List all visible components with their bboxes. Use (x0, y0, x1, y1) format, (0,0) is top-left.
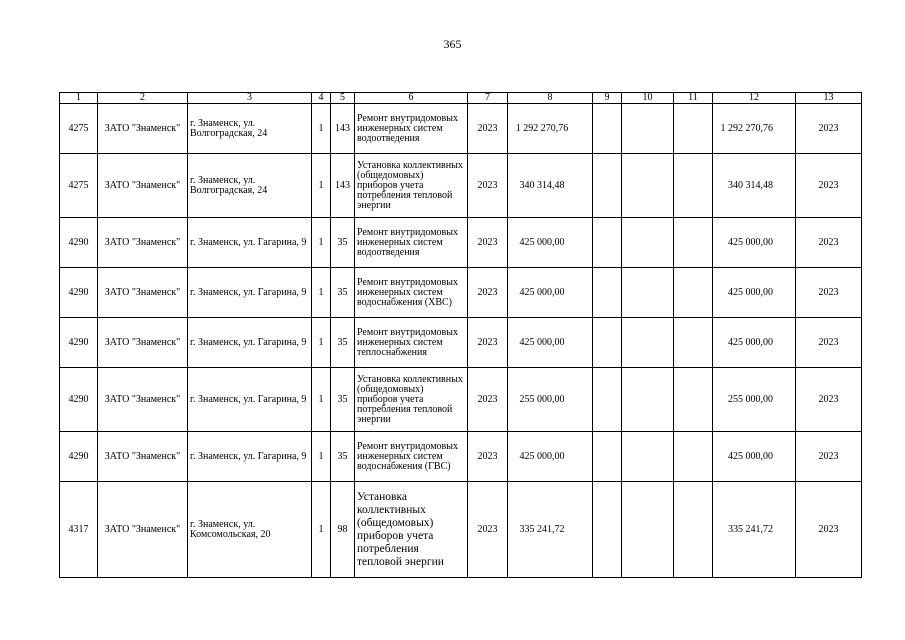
table-cell-col-13: 2023 (796, 218, 862, 268)
table-cell-col-1: 4290 (60, 218, 98, 268)
table-cell-col-4: 1 (312, 268, 331, 318)
table-cell-col-1: 4317 (60, 482, 98, 578)
table-cell-col-4: 1 (312, 104, 331, 154)
table-cell-col-5: 98 (331, 482, 355, 578)
table-cell-col-5: 143 (331, 154, 355, 218)
table-cell-col-12: 425 000,00 (713, 432, 796, 482)
table-cell-col-4: 1 (312, 318, 331, 368)
table-cell-col-10 (622, 482, 674, 578)
table-cell-col-9 (593, 104, 622, 154)
table-cell-col-11 (674, 482, 713, 578)
table-cell-col-5: 35 (331, 218, 355, 268)
table-cell-col-9 (593, 482, 622, 578)
table-cell-col-1: 4290 (60, 368, 98, 432)
table-cell-col-7: 2023 (468, 368, 508, 432)
table-cell-col-6: Установка коллективных (общедомовых) приборов учета потребления тепловой энергии (355, 154, 468, 218)
table-cell-col-5: 35 (331, 268, 355, 318)
table-cell-col-10 (622, 104, 674, 154)
table-cell-col-6: Ремонт внутридомовых инженерных систем водоснабжения (ГВС) (355, 432, 468, 482)
table-cell-col-9 (593, 268, 622, 318)
col-header: 7 (468, 93, 508, 104)
table-cell-col-13: 2023 (796, 104, 862, 154)
table-cell-col-12: 425 000,00 (713, 318, 796, 368)
table-cell-col-3: г. Знаменск, ул. Комсомольская, 20 (188, 482, 312, 578)
table-cell-col-13: 2023 (796, 154, 862, 218)
table-cell-col-13: 2023 (796, 482, 862, 578)
table-cell-col-4: 1 (312, 218, 331, 268)
table-cell-col-10 (622, 154, 674, 218)
table-cell-col-10 (622, 432, 674, 482)
table-cell-col-6: Установка коллективных (общедомовых) приборов учета потребления тепловой энергии (355, 482, 468, 578)
table-cell-col-2: ЗАТО "Знаменск" (98, 268, 188, 318)
table-cell-col-2: ЗАТО "Знаменск" (98, 154, 188, 218)
table-cell-col-8: 425 000,00 (508, 218, 593, 268)
table-cell-col-7: 2023 (468, 154, 508, 218)
table-cell-col-11 (674, 104, 713, 154)
table-cell-col-12: 340 314,48 (713, 154, 796, 218)
col-header: 3 (188, 93, 312, 104)
table-row (60, 482, 862, 578)
table-cell-col-1: 4290 (60, 318, 98, 368)
col-header: 1 (60, 93, 98, 104)
table-cell-col-8: 255 000,00 (508, 368, 593, 432)
table-cell-col-6: Ремонт внутридомовых инженерных систем водоотведения (355, 218, 468, 268)
table-cell-col-8: 1 292 270,76 (508, 104, 593, 154)
table-cell-col-5: 35 (331, 368, 355, 432)
header-row (60, 93, 862, 104)
table-cell-col-6: Установка коллективных (общедомовых) приборов учета потребления тепловой энергии (355, 368, 468, 432)
table-row (60, 318, 862, 368)
table-cell-col-11 (674, 432, 713, 482)
table-cell-col-11 (674, 154, 713, 218)
table-cell-col-2: ЗАТО "Знаменск" (98, 104, 188, 154)
table-row (60, 154, 862, 218)
table-cell-col-9 (593, 218, 622, 268)
table-cell-col-13: 2023 (796, 368, 862, 432)
table-cell-col-7: 2023 (468, 268, 508, 318)
table-cell-col-2: ЗАТО "Знаменск" (98, 318, 188, 368)
table-cell-col-7: 2023 (468, 104, 508, 154)
table-row (60, 432, 862, 482)
table-cell-col-4: 1 (312, 154, 331, 218)
table-cell-col-5: 143 (331, 104, 355, 154)
table-cell-col-3: г. Знаменск, ул. Гагарина, 9 (188, 432, 312, 482)
table-cell-col-11 (674, 368, 713, 432)
table-cell-col-3: г. Знаменск, ул. Гагарина, 9 (188, 318, 312, 368)
table-cell-col-10 (622, 268, 674, 318)
table-cell-col-10 (622, 318, 674, 368)
col-header: 10 (622, 93, 674, 104)
col-header: 4 (312, 93, 331, 104)
col-header: 6 (355, 93, 468, 104)
table-body (60, 104, 862, 578)
col-header: 13 (796, 93, 862, 104)
table-cell-col-11 (674, 268, 713, 318)
table-cell-col-1: 4290 (60, 268, 98, 318)
table-row (60, 218, 862, 268)
table-cell-col-6: Ремонт внутридомовых инженерных систем водоснабжения (ХВС) (355, 268, 468, 318)
table-cell-col-8: 340 314,48 (508, 154, 593, 218)
table-cell-col-12: 425 000,00 (713, 268, 796, 318)
table-cell-col-7: 2023 (468, 218, 508, 268)
table-cell-col-10 (622, 218, 674, 268)
col-header: 5 (331, 93, 355, 104)
table-row (60, 368, 862, 432)
table-cell-col-3: г. Знаменск, ул. Гагарина, 9 (188, 268, 312, 318)
col-header: 12 (713, 93, 796, 104)
table-cell-col-12: 425 000,00 (713, 218, 796, 268)
table-cell-col-6: Ремонт внутридомовых инженерных систем теплоснабжения (355, 318, 468, 368)
table-cell-col-9 (593, 432, 622, 482)
table-cell-col-8: 425 000,00 (508, 318, 593, 368)
table-cell-col-11 (674, 318, 713, 368)
table-cell-col-3: г. Знаменск, ул. Волгоградская, 24 (188, 154, 312, 218)
table-cell-col-1: 4275 (60, 104, 98, 154)
table-cell-col-2: ЗАТО "Знаменск" (98, 432, 188, 482)
table-cell-col-7: 2023 (468, 432, 508, 482)
table-cell-col-13: 2023 (796, 432, 862, 482)
table-cell-col-2: ЗАТО "Знаменск" (98, 218, 188, 268)
table-cell-col-12: 335 241,72 (713, 482, 796, 578)
table-row (60, 268, 862, 318)
table-cell-col-1: 4290 (60, 432, 98, 482)
table-cell-col-1: 4275 (60, 154, 98, 218)
table-cell-col-8: 335 241,72 (508, 482, 593, 578)
table-cell-col-12: 1 292 270,76 (713, 104, 796, 154)
col-header: 11 (674, 93, 713, 104)
table-row (60, 104, 862, 154)
table-cell-col-8: 425 000,00 (508, 432, 593, 482)
table-cell-col-5: 35 (331, 432, 355, 482)
table-cell-col-9 (593, 154, 622, 218)
table-cell-col-4: 1 (312, 482, 331, 578)
table-cell-col-13: 2023 (796, 268, 862, 318)
page-number: 365 (443, 37, 462, 51)
table-cell-col-10 (622, 368, 674, 432)
table-cell-col-6: Ремонт внутридомовых инженерных систем водоотведения (355, 104, 468, 154)
col-header: 9 (593, 93, 622, 104)
table-cell-col-3: г. Знаменск, ул. Гагарина, 9 (188, 218, 312, 268)
table-cell-col-7: 2023 (468, 318, 508, 368)
table-cell-col-5: 35 (331, 318, 355, 368)
table-cell-col-2: ЗАТО "Знаменск" (98, 368, 188, 432)
col-header: 2 (98, 93, 188, 104)
col-header: 8 (508, 93, 593, 104)
table-cell-col-7: 2023 (468, 482, 508, 578)
table-cell-col-4: 1 (312, 368, 331, 432)
table-cell-col-3: г. Знаменск, ул. Гагарина, 9 (188, 368, 312, 432)
table-cell-col-9 (593, 318, 622, 368)
register-table (59, 92, 862, 578)
table-cell-col-13: 2023 (796, 318, 862, 368)
table-cell-col-9 (593, 368, 622, 432)
table-cell-col-3: г. Знаменск, ул. Волгоградская, 24 (188, 104, 312, 154)
table-cell-col-4: 1 (312, 432, 331, 482)
table-cell-col-8: 425 000,00 (508, 268, 593, 318)
table-cell-col-11 (674, 218, 713, 268)
table-cell-col-12: 255 000,00 (713, 368, 796, 432)
table-cell-col-2: ЗАТО "Знаменск" (98, 482, 188, 578)
